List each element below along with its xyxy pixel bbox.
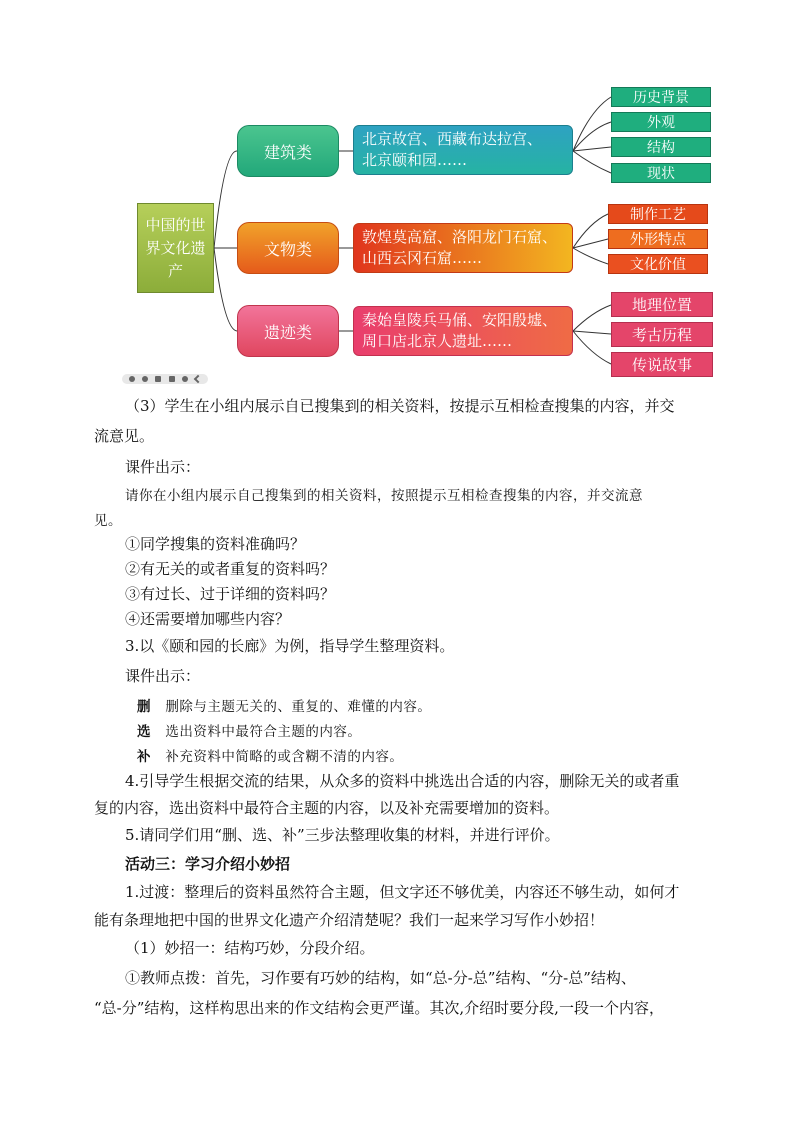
leaf-structure: 结构 [611,137,711,157]
leaf-status: 现状 [611,163,711,183]
teacher-tip-line1: ①教师点拨：首先，习作要有巧妙的结构，如“总-分-总”结构、“分-总”结构、 [125,969,636,987]
image-toolbar [122,374,208,384]
question-4: ④还需要增加哪些内容？ [125,610,291,628]
tip-1: （1）妙招一：结构巧妙，分段介绍。 [125,939,375,957]
leaf-history: 历史背景 [611,87,711,107]
chevron-left-icon[interactable] [194,375,202,383]
activity-3-heading: 活动三：学习介绍小妙招 [125,855,291,873]
leaf-location: 地理位置 [611,292,713,317]
leaf-legend: 传说故事 [611,352,713,377]
transition-line2: 能有条理地把中国的世界文化遗产介绍清楚呢？我们一起来学习写作小妙招！ [94,911,605,929]
para-3-line2: 流意见。 [94,427,155,445]
leaf-shape: 外形特点 [608,229,708,249]
question-2: ②有无关的或者重复的资料吗？ [125,560,336,578]
step-4-line2: 复的内容，选出资料中最符合主题的内容，以及补充需要增加的资料。 [94,799,560,817]
step-5: 5.请同学们用“删、选、补”三步法整理收集的材料，并进行评价。 [125,826,560,844]
leaf-appearance: 外观 [611,112,711,132]
image-icon[interactable] [169,376,175,382]
prompt-line1: 请你在小组内展示自己搜集到的相关资料，按照提示互相检查搜集的内容，并交流意 [125,488,643,504]
teacher-tip-line2: “总-分”结构，这样构思出来的作文结构会更严谨。其次,介绍时要分段,一段一个内容， [94,999,664,1017]
leaf-value: 文化价值 [608,254,708,274]
desc-architecture: 北京故宫、西藏布达拉宫、 北京颐和园…… [353,125,573,175]
desc-relics: 敦煌莫高窟、洛阳龙门石窟、 山西云冈石窟…… [353,223,573,273]
step-3: 3.以《颐和园的长廊》为例，指导学生整理资料。 [125,637,455,655]
desc-sites: 秦始皇陵兵马俑、安阳殷墟、 周口店北京人遗址…… [353,306,573,356]
more-icon[interactable] [182,376,188,382]
step-4-line1: 4.引导学生根据交流的结果，从众多的资料中挑选出合适的内容，删除无关的或者重 [125,772,680,790]
leaf-archaeology: 考古历程 [611,322,713,347]
courseware-label-2: 课件出示： [125,667,201,685]
category-architecture: 建筑类 [237,125,339,177]
crop-icon[interactable] [155,376,161,382]
rotate-icon[interactable] [129,376,135,382]
question-1: ①同学搜集的资料准确吗？ [125,535,306,553]
method-supplement: 补 补充资料中简略的或含糊不清的内容。 [137,749,404,765]
method-delete: 删 删除与主题无关的、重复的、难懂的内容。 [137,699,432,715]
mindmap-root: 中国的世界文化遗产 [137,203,214,293]
question-3: ③有过长、过于详细的资料吗？ [125,585,336,603]
transition-line1: 1.过渡：整理后的资料虽然符合主题，但文字还不够优美，内容还不够生动，如何才 [125,883,680,901]
category-sites: 遗迹类 [237,305,339,357]
para-3-line1: （3）学生在小组内展示自已搜集到的相关资料，按提示互相检查搜集的内容，并交 [125,397,675,415]
prompt-line2: 见。 [94,513,122,529]
edit-icon[interactable] [142,376,148,382]
category-relics: 文物类 [237,222,339,274]
method-select: 选 选出资料中最符合主题的内容。 [137,724,362,740]
leaf-craft: 制作工艺 [608,204,708,224]
courseware-label-1: 课件出示： [125,458,201,476]
